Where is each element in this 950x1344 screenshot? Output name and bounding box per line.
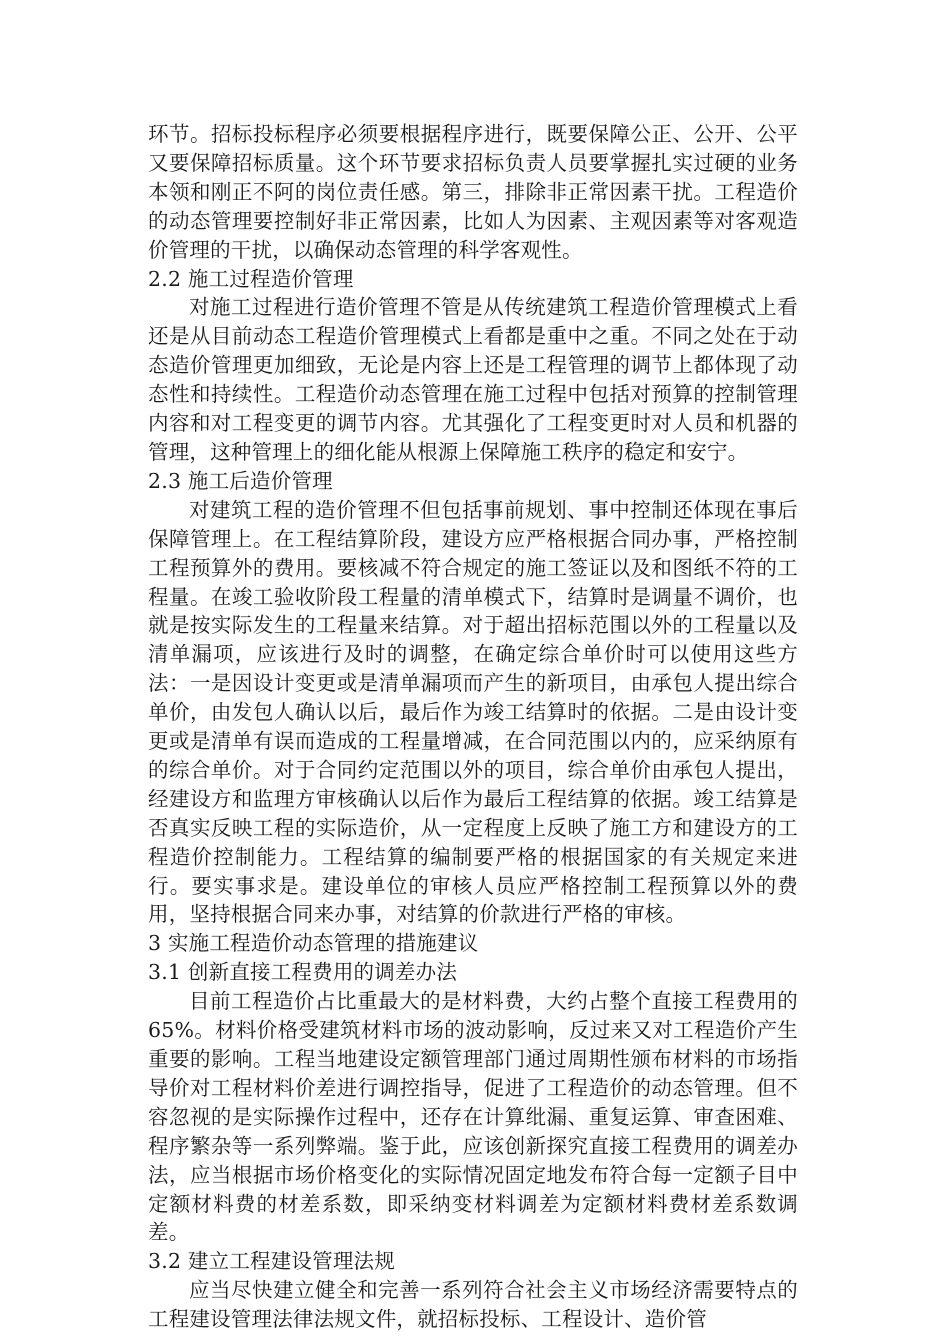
paragraph: 环节。招标投标程序必须要根据程序进行，既要保障公正、公开、公平又要保障招标质量。这个环节要求招标负责人员要掌握扎实过硬的业务本领和刚正不阿的岗位责任感。第三，排除非正常因素干扰。工程造价的动态管理要控制好非正常因素，比如人为因素、主观因素等对客观造价管理的干扰，以确保动态管理的科学客观性。: [148, 122, 798, 262]
section-heading: 2.2 施工过程造价管理: [148, 266, 354, 291]
paragraph: 应当尽快建立健全和完善一系列符合社会主义市场经济需要特点的工程建设管理法律法规文件，就招标投标、工程设计、造价管: [148, 1278, 798, 1332]
section-heading: 3 实施工程造价动态管理的措施建议: [148, 931, 479, 956]
paragraph: 对施工过程进行造价管理不管是从传统建筑工程造价管理模式上看还是从目前动态工程造价管理模式上看都是重中之重。不同之处在于动态造价管理更加细致，无论是内容上还是工程管理的调节上都体现了动态性和持续性。工程造价动态管理在施工过程中包括对预算的控制管理内容和对工程变更的调节内容。尤其强化了工程变更时对人员和机器的管理，这种管理上的细化能从根源上保障施工秩序的稳定和安宁。: [148, 295, 798, 464]
section-heading: 2.3 施工后造价管理: [148, 468, 333, 493]
subsection-heading: 3.1 创新直接工程费用的调差办法: [148, 960, 458, 985]
paragraph: 对建筑工程的造价管理不但包括事前规划、事中控制还体现在事后保障管理上。在工程结算阶段，建设方应严格根据合同办事，严格控制工程预算外的费用。要核减不符合规定的施工签证以及和图纸不符的工程量。在竣工验收阶段工程量的清单模式下，结算时是调量不调价，也就是按实际发生的工程量来结算。对于超出招标范围以外的工程量以及清单漏项，应该进行及时的调整，在确定综合单价时可以使用这些方法：一是因设计变更或是清单漏项而产生的新项目，由承包人提出综合单价，由发包人确认以后，最后作为竣工结算时的依据。二是由设计变更或是清单有误而造成的工程量增减，在合同范围以内的，应采纳原有的综合单价。对于合同约定范围以外的项目，综合单价由承包人提出，经建设方和监理方审核确认以后作为最后工程结算的依据。竣工结算是否真实反映工程的实际造价，从一定程度上反映了施工方和建设方的工程造价控制能力。工程结算的编制要严格的根据国家的有关规定来进行。要实事求是。建设单位的审核人员应严格控制工程预算以外的费用，坚持根据合同来办事，对结算的价款进行严格的审核。: [148, 497, 798, 927]
paragraph: 目前工程造价占比重最大的是材料费，大约占整个直接工程费用的65%。材料价格受建筑材料市场的波动影响，反过来又对工程造价产生重要的影响。工程当地建设定额管理部门通过周期性颁布材料的市场指导价对工程材料价差进行调控指导，促进了工程造价的动态管理。但不容忽视的是实际操作过程中，还存在计算纰漏、重复运算、审查困难、程序繁杂等一系列弊端。鉴于此，应该创新探究直接工程费用的调差办法，应当根据市场价格变化的实际情况固定地发布符合每一定额子目中定额材料费的材差系数，即采纳变材料调差为定额材料费材差系数调差。: [148, 989, 798, 1245]
document-page: [148, 120, 798, 1334]
subsection-heading: 3.2 建立工程建设管理法规: [148, 1249, 395, 1274]
